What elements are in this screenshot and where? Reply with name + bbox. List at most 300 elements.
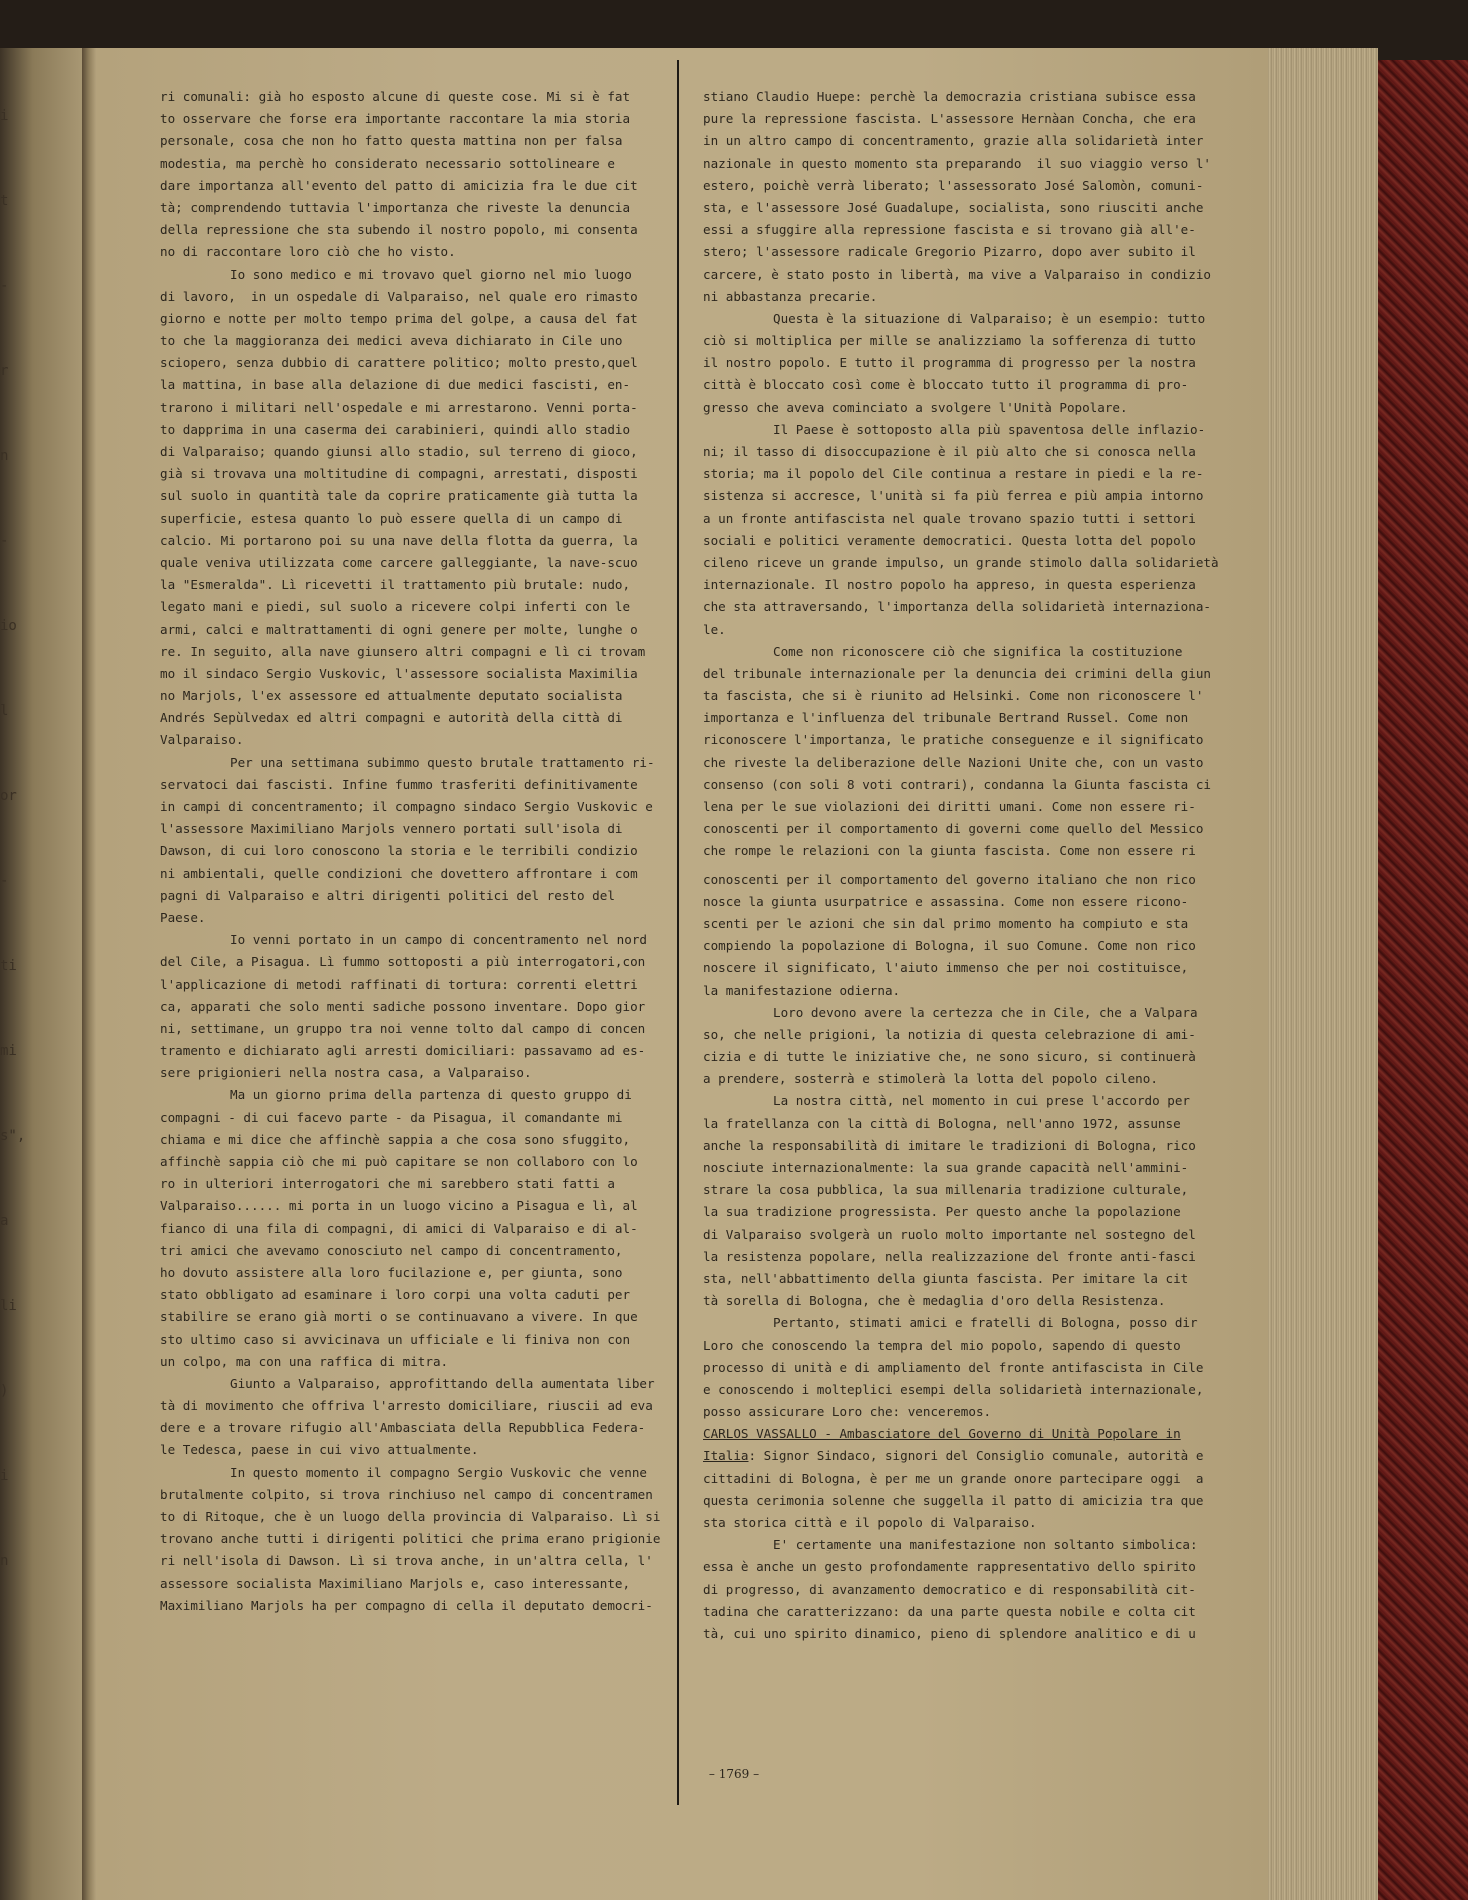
text-line [703,1113,1219,1135]
line-text: fianco di una fila di compagni, di amici di Valparaiso e di al- [160,1220,638,1236]
text-line [160,1262,660,1284]
text-line [160,1306,660,1328]
line-text: la manifestazione odierna. [703,982,901,998]
text-line [703,1201,1219,1223]
line-text: ca, apparati che solo menti sadiche possono inventare. Dopo gior [160,998,646,1014]
facing-page-fragment: li [0,1298,17,1314]
line-text: quale veniva utilizzata come carcere galleggiante, la nave-scuo [160,554,638,570]
text-line [160,619,660,641]
line-text: dere e a trovare rifugio all'Ambasciata della Repubblica Federa- [160,1420,646,1436]
text-line [160,530,660,552]
facing-page-fragment: i [0,1468,9,1484]
speaker-name: Italia [703,1448,749,1464]
text-line [703,530,1219,552]
text-line [703,1046,1219,1068]
line-text: conoscenti per il comportamento di governi come quello del Messico [703,821,1204,837]
line-text: affinchè sappia ciò che mi può capitare se non collaboro con lo [160,1154,638,1169]
facing-page-fragment: ) [0,1383,9,1399]
text-line [160,1573,660,1595]
facing-page-fragment: s", [0,1128,26,1144]
line-text: ni, settimane, un gruppo tra noi venne tolto dal campo di concen [160,1020,646,1036]
line-text: Ma un giorno prima della partenza di questo gruppo di [230,1087,632,1103]
text-line [703,397,1219,419]
line-text: ro in ulteriori interrogatori che mi sarebbero stati fatti a [160,1176,615,1192]
line-text: re. In seguito, alla nave giunsero altri compagni e lì ci trovam [160,643,646,659]
text-line [703,913,1219,935]
text-line [703,1512,1219,1534]
text-line [703,153,1219,175]
text-line [160,241,660,263]
line-text: processo di unità e di ampliamento del fronte antifascista in Cile [703,1359,1204,1375]
line-text: Maximiliano Marjols ha per compagno di cella il deputato democri- [160,1597,653,1613]
text-line [703,1623,1219,1645]
line-text: to dapprima in una caserma dei carabinieri, quindi allo stadio [160,421,631,437]
line-text: nosciute internazionalmente: la sua grande capacità nell'ammini- [703,1160,1189,1175]
text-line [703,485,1219,507]
facing-page-fragment: n [0,1553,9,1569]
facing-page-edge [0,48,82,1900]
line-text: to che la maggioranza dei medici aveva dichiarato in Cile uno [160,333,623,349]
text-line [703,1423,1219,1445]
line-text: di Valparaiso svolgerà un ruolo molto importante nel sostegno del [703,1226,1196,1242]
text-line [703,663,1219,685]
line-text: sto ultimo caso si avvicinava un ufficiale e li finiva non con [160,1331,631,1347]
line-text: la sua tradizione progressista. Per questo anche la popolazione [703,1204,1181,1220]
facing-page-fragment: - [0,873,9,889]
facing-page-fragment: l [0,703,9,719]
text-line [160,374,660,396]
facing-page-fragment: r [0,363,9,379]
text-line [160,130,660,152]
line-text: conoscenti per il comportamento del governo italiano che non rico [703,871,1196,887]
line-text: sere prigionieri nella nostra casa, a Valparaiso. [160,1065,532,1081]
text-line [160,508,660,530]
line-text: ri nell'isola di Dawson. Lì si trova anche, in un'altra cella, l' [160,1553,653,1569]
line-text: dare importanza all'evento del patto di amicizia fra le due cit [160,177,638,193]
text-line [160,1462,660,1484]
text-line [160,1195,660,1217]
text-line [703,1090,1219,1112]
line-text: la resistenza popolare, nella realizzazione del fronte anti-fasci [703,1248,1196,1264]
text-line [160,1395,660,1417]
left-text-column [160,86,660,1617]
text-line [160,264,660,286]
text-line [160,1373,660,1395]
facing-page-fragment: t [0,193,9,209]
line-text: la fratellanza con la città di Bologna, nell'anno 1972, assunse [703,1115,1181,1131]
text-line [160,1107,660,1129]
line-text: no di raccontare loro ciò che ho visto. [160,244,456,260]
line-text: tà sorella di Bologna, che è medaglia d'oro della Resistenza. [703,1293,1166,1309]
line-text: ni abbastanza precarie. [703,288,878,304]
line-text: Io venni portato in un campo di concentramento nel nord [230,932,648,948]
line-text: in campi di concentramento; il compagno sindaco Sergio Vuskovic e [160,799,653,814]
text-line [160,1439,660,1461]
line-text: della repressione che sta subendo il nostro popolo, mi consenta [160,222,638,238]
text-line [703,1224,1219,1246]
text-line [703,1268,1219,1290]
text-line [160,1018,660,1040]
line-text: Valparaiso. [160,732,244,748]
line-text: to osservare che forse era importante raccontare la mia storia [160,111,631,127]
text-line [160,308,660,330]
line-text: Come non riconoscere ciò che significa la costituzione [773,643,1183,659]
text-line [703,1490,1219,1512]
text-line [160,485,660,507]
text-line [160,951,660,973]
text-line [160,197,660,219]
line-text: a prendere, sosterrà e stimolerà la lotta del popolo cileno. [703,1071,1158,1087]
line-text: pagni di Valparaiso e altri dirigenti politici del resto del [160,887,615,903]
text-line [160,1595,660,1617]
text-line [703,1024,1219,1046]
line-text: sta, nell'abbattimento della giunta fascista. Per imitare la cit [703,1270,1189,1286]
text-line [703,552,1219,574]
line-text: La nostra città, nel momento in cui prese l'accordo per [773,1093,1191,1109]
line-text: essa è anche un gesto profondamente rappresentativo dello spirito [703,1559,1196,1575]
line-text: compagni - di cui facevo parte - da Pisagua, il comandante mi [160,1109,623,1125]
text-line [703,957,1219,979]
line-text: armi, calci e maltrattamenti di ogni genere per molte, lunghe o [160,621,638,637]
line-text: ciò si moltiplica per mille se analizziamo la sofferenza di tutto [703,333,1196,349]
text-line [703,419,1219,441]
text-line [160,463,660,485]
line-text: ta fascista, che si è riunito ad Helsinki. Come non riconoscere l' [703,688,1204,704]
line-text: tramento e dichiarato agli arresti domiciliari: passavamo ad es- [160,1043,646,1059]
text-line [160,641,660,663]
text-line [703,308,1219,330]
line-text: tà, cui uno spirito dinamico, pieno di splendore analitico e di u [703,1625,1196,1641]
line-text: sociali e politici veramente democratici. Questa lotta del popolo [703,532,1196,548]
line-text: questa cerimonia solenne che suggella il patto di amicizia tra que [703,1492,1204,1508]
line-text: estero, poichè verrà liberato; l'assessorato José Salomòn, comuni- [703,177,1204,193]
line-text: carcere, è stato posto in libertà, ma vive a Valparaiso in condizio [703,266,1211,282]
text-line [703,219,1219,241]
text-line [160,1218,660,1240]
right-text-column [703,86,1219,1645]
line-text: stero; l'assessore radicale Gregorio Pizarro, dopo aver subito il [703,244,1196,260]
facing-page-fragment: ti [0,958,17,974]
facing-page-fragment: n [0,448,9,464]
text-line [703,1179,1219,1201]
text-line [703,574,1219,596]
line-text: no Marjols, l'ex assessore ed attualmente deputato socialista [160,688,623,704]
book-cover-edge [1378,60,1468,1900]
text-line [703,330,1219,352]
line-text: Per una settimana subimmo questo brutale trattamento ri- [230,754,655,770]
text-line [160,840,660,862]
line-text: Giunto a Valparaiso, approfittando della aumentata liber [230,1375,655,1391]
text-line [703,1068,1219,1090]
text-line [160,1351,660,1373]
text-line [160,1062,660,1084]
line-text: cizia e di tutte le iniziative che, ne sono sicuro, si continuerà [703,1049,1196,1065]
line-text: che riveste la deliberazione delle Nazioni Unite che, con un vasto [703,754,1204,770]
text-line [160,175,660,197]
text-line [160,352,660,374]
line-text: so, che nelle prigioni, la notizia di questa celebrazione di ami- [703,1026,1196,1042]
text-line [703,840,1219,862]
text-line [703,796,1219,818]
line-text: del Cile, a Pisagua. Lì fummo sottoposti a più interrogatori,con [160,954,646,970]
line-text: Andrés Sepùlvedax ed altri compagni e autorità della città di [160,710,623,726]
text-line [160,397,660,419]
line-text: sta, e l'assessore José Guadalupe, socialista, sono riusciti anche [703,199,1204,215]
facing-page-fragment: - [0,278,9,294]
text-line [703,869,1219,891]
line-text: che sta attraversando, l'importanza della solidarietà internaziona- [703,599,1211,615]
text-line [703,86,1219,108]
book-gutter [82,48,96,1900]
line-text: brutalmente colpito, si trova rinchiuso nel campo di concentramen [160,1486,653,1502]
line-text: cileno riceve un grande impulso, un grande stimolo dalla solidarietà [703,554,1219,570]
line-text: già si trovava una moltitudine di compagni, arrestati, disposti [160,466,638,482]
line-text: sul suolo in quantità tale da coprire praticamente già tutta la [160,488,638,504]
line-text: chiama e mi dice che affinchè sappia a che cosa sono sfuggito, [160,1131,631,1147]
text-line [703,130,1219,152]
line-text: pure la repressione fascista. L'assessore Hernàan Concha, che era [703,111,1196,127]
line-text: cittadini di Bologna, è per me un grande onore partecipare oggi a [703,1470,1204,1486]
line-text: calcio. Mi portarono poi su una nave della flotta da guerra, la [160,532,638,548]
page-number: – 1769 – [708,1767,760,1781]
text-line [703,685,1219,707]
facing-page-fragment: or [0,788,17,804]
text-line [703,1135,1219,1157]
text-line [160,885,660,907]
text-line [703,175,1219,197]
line-text: consenso (con soli 8 voti contrari), condanna la Giunta fascista ci [703,776,1211,792]
line-text: l'assessore Maximiliano Marjols vennero portati sull'isola di [160,821,623,837]
text-line [703,352,1219,374]
line-text: assessore socialista Maximiliano Marjols e, caso interessante, [160,1575,631,1591]
line-text: personale, cosa che non ho fatto questa mattina non per falsa [160,133,623,149]
text-line [703,1468,1219,1490]
text-line [160,663,660,685]
line-text: ni ambientali, quelle condizioni che dovettero affrontare i com [160,865,638,881]
line-text: ni; il tasso di disoccupazione è il più alto che si conosca nella [703,444,1196,459]
text-line [703,641,1219,663]
line-text: sciopero, senza dubbio di carattere politico; molto presto,quel [160,355,638,371]
line-text: tri amici che avevamo conosciuto nel campo di concentramento, [160,1242,623,1258]
line-text: essi a sfuggire alla repressione fascista e si trovano già all'e- [703,222,1196,238]
line-text: il nostro popolo. E tutto il programma di progresso per la nostra [703,355,1196,371]
text-line [703,1157,1219,1179]
line-text: tadina che caratterizzano: da una parte questa nobile e colta cit [703,1603,1196,1619]
text-line [703,891,1219,913]
line-text: Valparaiso...... mi porta in un luogo vicino a Pisagua e lì, al [160,1198,638,1214]
facing-page-fragment: a [0,1213,9,1229]
column-divider [677,60,679,1805]
line-text: ho dovuto assistere alla loro fucilazione e, per giunta, sono [160,1264,623,1280]
text-line [160,219,660,241]
line-text: Paese. [160,909,206,925]
text-line [703,1601,1219,1623]
page-block-edges [1268,48,1378,1900]
line-text: di lavoro, in un ospedale di Valparaiso, nel quale ero rimasto [160,288,638,304]
text-line [703,818,1219,840]
text-line [160,729,660,751]
text-line [703,935,1219,957]
text-line [703,508,1219,530]
text-line [160,108,660,130]
text-line [160,974,660,996]
line-text: di Valparaiso; quando giunsi allo stadio, sul terreno di gioco, [160,444,638,459]
line-text: posso assicurare Loro che: venceremos. [703,1404,992,1420]
line-text: sistenza si accresce, l'unità si fa più ferrea e più ampia intorno [703,488,1204,504]
text-line [160,1284,660,1306]
line-text: gresso che aveva cominciato a svolgere l'Unità Popolare. [703,399,1128,415]
text-line [160,1484,660,1506]
line-text: Questa è la situazione di Valparaiso; è un esempio: tutto [773,310,1206,326]
text-line [703,1290,1219,1312]
text-line [160,330,660,352]
text-line [160,1550,660,1572]
facing-page-fragment: io [0,618,17,634]
line-text: : Signor Sindaco, signori del Consiglio comunale, autorità e [748,1448,1204,1464]
text-line [160,996,660,1018]
text-line [160,1084,660,1106]
text-line [160,685,660,707]
text-line [703,264,1219,286]
text-line [160,574,660,596]
text-line [160,907,660,929]
text-line [160,1129,660,1151]
facing-page-fragment: i [0,108,9,124]
text-line [703,596,1219,618]
line-text: che rompe le relazioni con la giunta fascista. Come non essere ri [703,843,1196,859]
line-text: la "Esmeralda". Lì ricevetti il trattamento più brutale: nudo, [160,577,631,593]
text-line [703,108,1219,130]
text-line [703,1401,1219,1423]
line-text: noscere il significato, l'aiuto immenso che per noi costituisce, [703,960,1189,976]
text-line [160,1329,660,1351]
text-line [703,197,1219,219]
text-line [160,774,660,796]
text-line [703,1445,1219,1467]
line-text: le Tedesca, paese in cui vivo attualmente. [160,1442,479,1458]
line-text: Loro che conoscendo la tempra del mio popolo, sapendo di questo [703,1337,1181,1353]
text-line [703,241,1219,263]
facing-page-fragment: mi [0,1043,17,1059]
line-text: anche la responsabilità di imitare le tradizioni di Bologna, rico [703,1137,1196,1153]
speaker-name: CARLOS VASSALLO - Ambasciatore del Governo di Unità Popolare in [703,1426,1181,1442]
line-text: in un altro campo di concentramento, grazie alla solidarietà inter [703,133,1204,149]
line-text: E' certamente una manifestazione non soltanto simbolica: [773,1537,1198,1553]
line-text: Dawson, di cui loro conoscono la storia e le terribili condizio [160,843,638,859]
text-line [703,980,1219,1002]
text-line [160,1173,660,1195]
line-text: scenti per le azioni che sin dal primo momento ha compiuto e sta [703,915,1189,931]
text-line [703,286,1219,308]
text-line [703,441,1219,463]
line-text: mo il sindaco Sergio Vuskovic, l'assessore socialista Maximilia [160,665,638,681]
line-text: legato mani e piedi, sul suolo a ricevere colpi inferti con le [160,599,631,615]
text-line [160,419,660,441]
text-line [703,619,1219,641]
line-text: un colpo, ma con una raffica di mitra. [160,1353,449,1369]
text-line [160,707,660,729]
line-text: Loro devono avere la certezza che in Cile, che a Valpara [773,1004,1198,1020]
text-line [160,153,660,175]
line-text: ri comunali: già ho esposto alcune di queste cose. Mi si è fat [160,89,631,104]
text-line [160,552,660,574]
facing-page-fragment: - [0,533,9,549]
text-line [160,1040,660,1062]
text-line [703,1312,1219,1334]
line-text: In questo momento il compagno Sergio Vuskovic che venne [230,1464,648,1480]
line-text: to di Ritoque, che è un luogo della provincia di Valparaiso. Lì si [160,1509,661,1524]
line-text: Pertanto, stimati amici e fratelli di Bologna, posso dir [773,1315,1198,1331]
text-line [703,1379,1219,1401]
text-line [160,1240,660,1262]
line-text: città è bloccato così come è bloccato tutto il programma di pro- [703,377,1189,393]
text-line [703,1556,1219,1578]
line-text: a un fronte antifascista nel quale trovano spazio tutti i settori [703,510,1196,526]
text-line [703,752,1219,774]
text-line [703,374,1219,396]
text-line [160,752,660,774]
text-line [703,463,1219,485]
line-text: nosce la giunta usurpatrice e assassina. Come non essere ricono- [703,893,1189,909]
line-text: stiano Claudio Huepe: perchè la democrazia cristiana subisce essa [703,89,1196,104]
line-text: importanza e l'influenza del tribunale Bertrand Russel. Come non [703,710,1189,726]
line-text: nazionale in questo momento sta preparando il suo viaggio verso l' [703,155,1211,171]
text-line [703,774,1219,796]
line-text: tà; comprendendo tuttavia l'importanza che riveste la denuncia [160,199,631,215]
line-text: Io sono medico e mi trovavo quel giorno nel mio luogo [230,266,632,282]
line-text: l'applicazione di metodi raffinati di tortura: correnti elettri [160,976,638,992]
line-text: strare la cosa pubblica, la sua millenaria tradizione culturale, [703,1182,1189,1198]
text-line [160,1506,660,1528]
text-line [703,1579,1219,1601]
text-line [160,86,660,108]
line-text: Il Paese è sottoposto alla più spaventosa delle inflazio- [773,421,1206,437]
text-line [703,1246,1219,1268]
line-text: trarono i militari nell'ospedale e mi arrestarono. Venni porta- [160,399,638,415]
line-text: tà di movimento che offriva l'arresto domiciliare, riuscii ad eva [160,1398,653,1414]
text-line [160,596,660,618]
text-line [160,796,660,818]
text-line [160,818,660,840]
text-line [703,1534,1219,1556]
text-line [160,863,660,885]
text-line [160,1417,660,1439]
line-text: superficie, estesa quanto lo può essere quella di un campo di [160,510,623,526]
line-text: di progresso, di avanzamento democratico e di responsabilità cit- [703,1581,1196,1597]
text-line [703,1335,1219,1357]
text-line [160,286,660,308]
text-line [160,1151,660,1173]
line-text: sta storica città e il popolo di Valparaiso. [703,1515,1037,1530]
line-text: storia; ma il popolo del Cile continua a restare in piedi e la re- [703,466,1204,482]
text-line [160,1528,660,1550]
line-text: modestia, ma perchè ho considerato necessario sottolineare e [160,155,615,171]
line-text: giorno e notte per molto tempo prima del golpe, a causa del fat [160,310,638,326]
line-text: la mattina, in base alla delazione di due medici fascisti, en- [160,377,631,393]
line-text: e conoscendo i molteplici esempi della solidarietà internazionale, [703,1381,1204,1397]
text-line [160,929,660,951]
line-text: le. [703,621,726,637]
text-line [160,441,660,463]
line-text: trovano anche tutti i dirigenti politici che prima erano prigionie [160,1531,661,1547]
line-text: riconoscere l'importanza, le pratiche conseguenze e il significato [703,732,1204,748]
text-line [703,707,1219,729]
line-text: compiendo la popolazione di Bologna, il suo Comune. Come non rico [703,938,1196,954]
line-text: internazionale. Il nostro popolo ha appreso, in questa esperienza [703,577,1196,593]
text-line [703,1002,1219,1024]
line-text: del tribunale internazionale per la denuncia dei crimini della giun [703,665,1211,681]
line-text: stato obbligato ad esaminare i loro corpi una volta caduti per [160,1287,631,1303]
